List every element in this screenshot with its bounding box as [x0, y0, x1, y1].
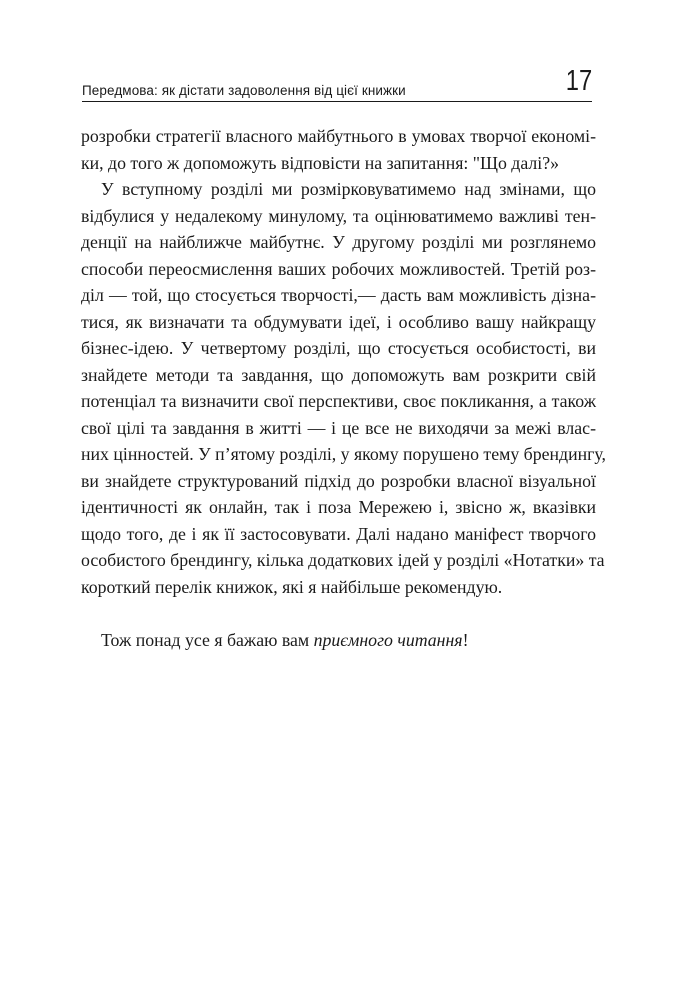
text-line: короткий перелік книжок, які я найбільше рекомендую. — [81, 576, 503, 597]
text-line: знайдете методи та завдання, що допоможуть вам розкрити свій — [81, 364, 596, 385]
closing-suffix: ! — [462, 629, 469, 650]
text-line: потенціал та визначити свої перспективи, своє покликання, а також — [81, 391, 596, 411]
paragraph-2 — [81, 176, 606, 600]
text-line: відбулися у недалекому минулому, та оцінюватимемо важливі тен- — [81, 205, 596, 226]
text-line: ви знайдете структурований підхід до розробки власної візуальної — [81, 470, 596, 491]
running-head — [82, 66, 592, 102]
body-text — [81, 123, 606, 653]
text-line: свої цілі та завдання в житті — і це все не виходячи за межі влас- — [81, 417, 596, 438]
text-line: способи переосмислення ваших робочих можливостей. Третій роз- — [81, 258, 596, 279]
closing-line — [81, 627, 596, 654]
text-line: У вступному розділі ми розмірковуватимемо над змінами, що — [101, 179, 596, 199]
text-line: розробки стратегії власного майбутнього в умовах творчої економі- — [81, 126, 596, 146]
paragraph-spacer — [81, 600, 596, 627]
text-line: особистого брендингу, кілька додаткових ідей у розділі «Нотатки» та — [81, 550, 605, 570]
header-rule — [82, 101, 592, 102]
closing-prefix: Тож понад усе я бажаю вам — [101, 629, 314, 650]
text-line: тися, як визначати та обдумувати ідеї, і особливо вашу найкращу — [81, 311, 596, 332]
text-line: ідентичності як онлайн, так і поза Мережею і, звісно ж, вказівки — [81, 497, 596, 517]
text-line: діл — той, що стосується творчості,— дасть вам можливість дізна- — [81, 285, 596, 305]
text-line: бізнес-ідею. У четвертому розділі, що стосується особистості, ви — [81, 338, 596, 358]
page-number: 17 — [565, 65, 592, 97]
text-line: денції на найближче майбутнє. У другому розділі ми розглянемо — [81, 232, 596, 252]
closing-emphasis: приємного читання — [313, 629, 463, 650]
text-line: них цінностей. У п’ятому розділі, у якому порушено тему брендингу, — [81, 444, 606, 464]
paragraph-1 — [81, 123, 596, 176]
text-line: ки, до того ж допоможуть відповісти на запитання: "Що далі?» — [81, 152, 559, 173]
closing-paragraph — [81, 627, 596, 654]
running-title: Передмова: як дістати задоволення від цієї книжки — [82, 83, 406, 98]
text-line: щодо того, де і як її застосовувати. Далі надано маніфест творчого — [81, 523, 596, 544]
